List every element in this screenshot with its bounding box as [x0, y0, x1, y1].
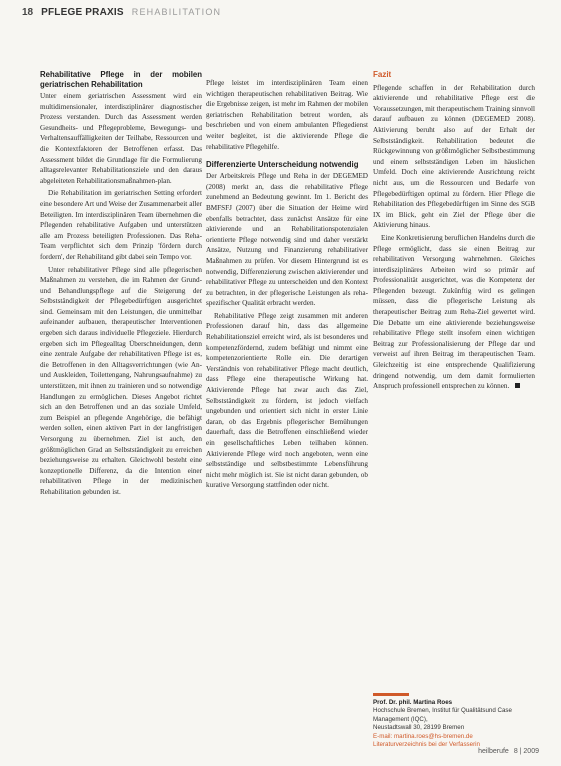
- col3-paragraph: Pflegende schaffen in der Rehabilitation durch aktivierende und rehabilitative Pflege erst die Voraussetzungen, mit therapeutischem Training sinnvoll darauf aufbauen zu können (DEGEMED 2008). Aktivierung beruht also auf der Erhalt der Selbstständigkeit. Rehabilitation bedeutet die Rückgewinnung von größtmöglicher Selbstbestimmung und einem selbstständigen Leben im häuslichen Umfeld. Doch eine aktivierende Ausrichtung reicht nicht aus, um die Ressourcen und Bedarfe von Pflegebedürftigen optimal zu fördern. Hier Pflege die Rehabilitation des Pflegebedürftigen im Sinne des SGB IX im Blick, geht ein Ziel der Pflege über die Aktivierung hinaus.: [373, 83, 535, 230]
- page-header: [22, 4, 221, 20]
- col2-paragraph: Der Arbeitskreis Pflege und Reha in der DEGEMED (2008) merkt an, dass die rehabilitative Pflege zunehmend an Bedeutung gewinnt. Im 1. Bericht des BMFSFJ (2007) über die Situation der Heime wird ebenfalls betrachtet, dass zunächst Ansätze für eine aktivierende und an Rehabilitationspotenzialen orientierte Pflege notwendig sind und daher verstärkt Ansätze, Nutzung und Finanzierung rehabilitativer Maßnahmen zu prüfen. Vor diesem Hintergrund ist es notwendig, Differenzierung zwischen aktivierender und rehabilitativer Pflege zu unterscheiden und den Kontext zu betrachten, in der pflegerische Leistungen als reha-spezifischer Qualität erbracht werden.: [206, 172, 368, 308]
- col1-heading: Rehabilitative Pflege in der mobilen geriatrischen Rehabilitation: [40, 70, 202, 89]
- author-name: Prof. Dr. phil. Martina Roes: [373, 699, 453, 706]
- col2-heading: Differenzierte Unterscheidung notwendig: [206, 160, 359, 170]
- column-3: [373, 70, 535, 394]
- magazine-name: heilberufe: [478, 748, 509, 755]
- section-title: PFLEGE PRAXIS: [41, 6, 124, 18]
- column-1: [40, 70, 202, 500]
- fazit-heading: Fazit: [373, 70, 392, 79]
- issue-number: 8 | 2009: [513, 748, 539, 755]
- col3-paragraph-text: Eine Konkretisierung beruflichen Handelns durch die Pflege ermöglicht, dass sie einen Beitrag zur rehabilitativen Versorgung wahrnehmen. Gleiches interdisziplinäres Arbeiten wird so primär auf Professionalität ausgerichtet, was die Kompetenz der Pflegenden bezeugt. Zukünftig wird es gelingen müssen, dass die pflegerische Leistung als therapeutischer Beitrag zum Reha-Ziel gewertet wird. Die Debatte um eine aktivierende beziehungsweise rehabilitative Pflege stellt insofern einen wichtigen Beitrag zur Professionalisierung der Pflege dar und verweist auf ihren Beitrag im therapeutischen Team. Gleichzeitig ist eine entsprechende Qualifizierung dringend notwendig, um dem damit formulierten Anspruch professionell entsprechen zu können.: [373, 233, 535, 391]
- author-address: Neustadtswall 30, 28199 Bremen: [373, 724, 465, 732]
- col2-paragraph: Rehabilitative Pflege zeigt zusammen mit anderen Professionen darauf hin, dass das allgemeine Rehabilitationsziel erreicht wird, als ist besonderes und kompetenzfördernd, zudem befähigt und nimmt eine kompetenzorientierte Rolle ein. Die derartigen Verständnis von rehabilitativer Pflege macht deutlich, dass Pflege eine therapeutische Wirkung hat. Aktivierende Pflege hat zwar auch das Ziel, Selbstständigkeit zu fördern, ist jedoch vielfach ungebunden und orientiert sich nicht in erster Linie daran, ob das Ergebnis pflegerischer Bemühungen dauerhaft, dass die Betroffenen einschließend wieder ein gesellschaftliches Leben teilhaben können. Aktivierende Pflege wird noch angeboten, wenn eine selbstständige und selbstbestimmte Lebensführung nicht mehr möglich ist. Sie ist nicht daran gebunden, ob kurative Versorgung stattfinden oder nicht.: [206, 311, 368, 490]
- col2-intro: Pflege leistet im interdisziplinären Team einen wichtigen therapeutischen rehabilitativen Beitrag. Wie die Ergebnisse zeigen, ist mehr im Rahmen der mobilen geriatrischen Rehabilitation betreut worden, als beschrieben und von einem ambulanten Pflegedienst weiter begleitet, ist die aktivierende Pflege die rehabilitative Pflegehilfe.: [206, 79, 368, 151]
- column-2: [206, 78, 368, 493]
- col3-paragraph: [373, 233, 535, 392]
- subsection-title: REHABILITATION: [131, 7, 222, 17]
- col1-paragraph: Unter rehabilitativer Pflege sind alle pflegerischen Maßnahmen zu verstehen, die im Rahmen der Grund- und Behandlungspflege auf die Steigerung der Selbstständigkeit der Pflegebedürftigen ausgerichtet sind. Gemeinsam mit den Leistungen, die unmittelbar aufeinander aufbauen, therapeutischer Interventionen ergeben sich daraus individuelle Pflegeziele. Hierdurch ergeben sich im Pflegealltag Überschneidungen, denn eine zentrale Aufgabe der rehabilitativen Pflege ist es, die Betroffenen in den Alltagsverrichtungen (wie An- und Auskleiden, Toilettengang, Nahrungsaufnahme) zu unterstützen, mit ihnen zu trainieren und so notwendige Handlungen zu ermöglichen. Dieses Angebot richtet sich an den Betroffenen und an das soziale Umfeld, zum Beispiel an pflegende Angehörige, die befähigt werden sollen, einen aktiven Part in der langfristigen Versorgung zu übernehmen. Ziel ist auch, den größtmöglichen Grad an Selbstständigkeit zu erreichen beziehungsweise zu erhalten. Gleichwohl besteht eine konzeptionelle Differenz, da die Intention einer rehabilitativen Pflege in der medizinischen Rehabilitation gebunden ist.: [40, 265, 202, 496]
- author-box: [373, 693, 535, 749]
- page-number: 18: [22, 6, 34, 18]
- page-footer: [478, 748, 539, 755]
- end-of-article-icon: [515, 383, 520, 388]
- author-email-link[interactable]: E-mail: martina.roes@hs-bremen.de: [373, 732, 473, 740]
- col1-paragraph: Die Rehabilitation im geriatrischen Setting erfordert eine besondere Art und Weise der Zusammenarbeit aller Beteiligten. Im interdisziplinären Team übernehmen die Pflegenden rehabilitative Aufgaben und unterstützen alle am Prozess beteiligten Professionen. Das Reha-Team verpflichtet sich dem Prinzip 'fördern durch fordern', der Rehabilitand gibt dabei sein Tempo vor.: [40, 189, 202, 261]
- literature-note: Literaturverzeichnis bei der Verfasserin: [373, 741, 480, 749]
- col1-paragraph: Unter einem geriatrischen Assessment wird ein multidimensionaler, interdisziplinärer diagnostischer Prozess verstanden. Durch das Assessment werden Gesundheits- und Pflegeprobleme, Bewegungs- und Verhaltensauffälligkeiten der Teilhabe, Ressourcen und die Kontextfaktoren der Betroffenen erfasst. Das Assessment bildet die Grundlage für die Formulierung alltagsrelevanter Rehabilitationsziele und den daraus abgeleiteten Rehabilitationsmaßnahmen-plan.: [40, 92, 202, 185]
- author-rule-divider: [373, 693, 409, 696]
- author-affiliation: Hochschule Bremen, Institut für Qualitätsund Case Management (IQC),: [373, 707, 512, 723]
